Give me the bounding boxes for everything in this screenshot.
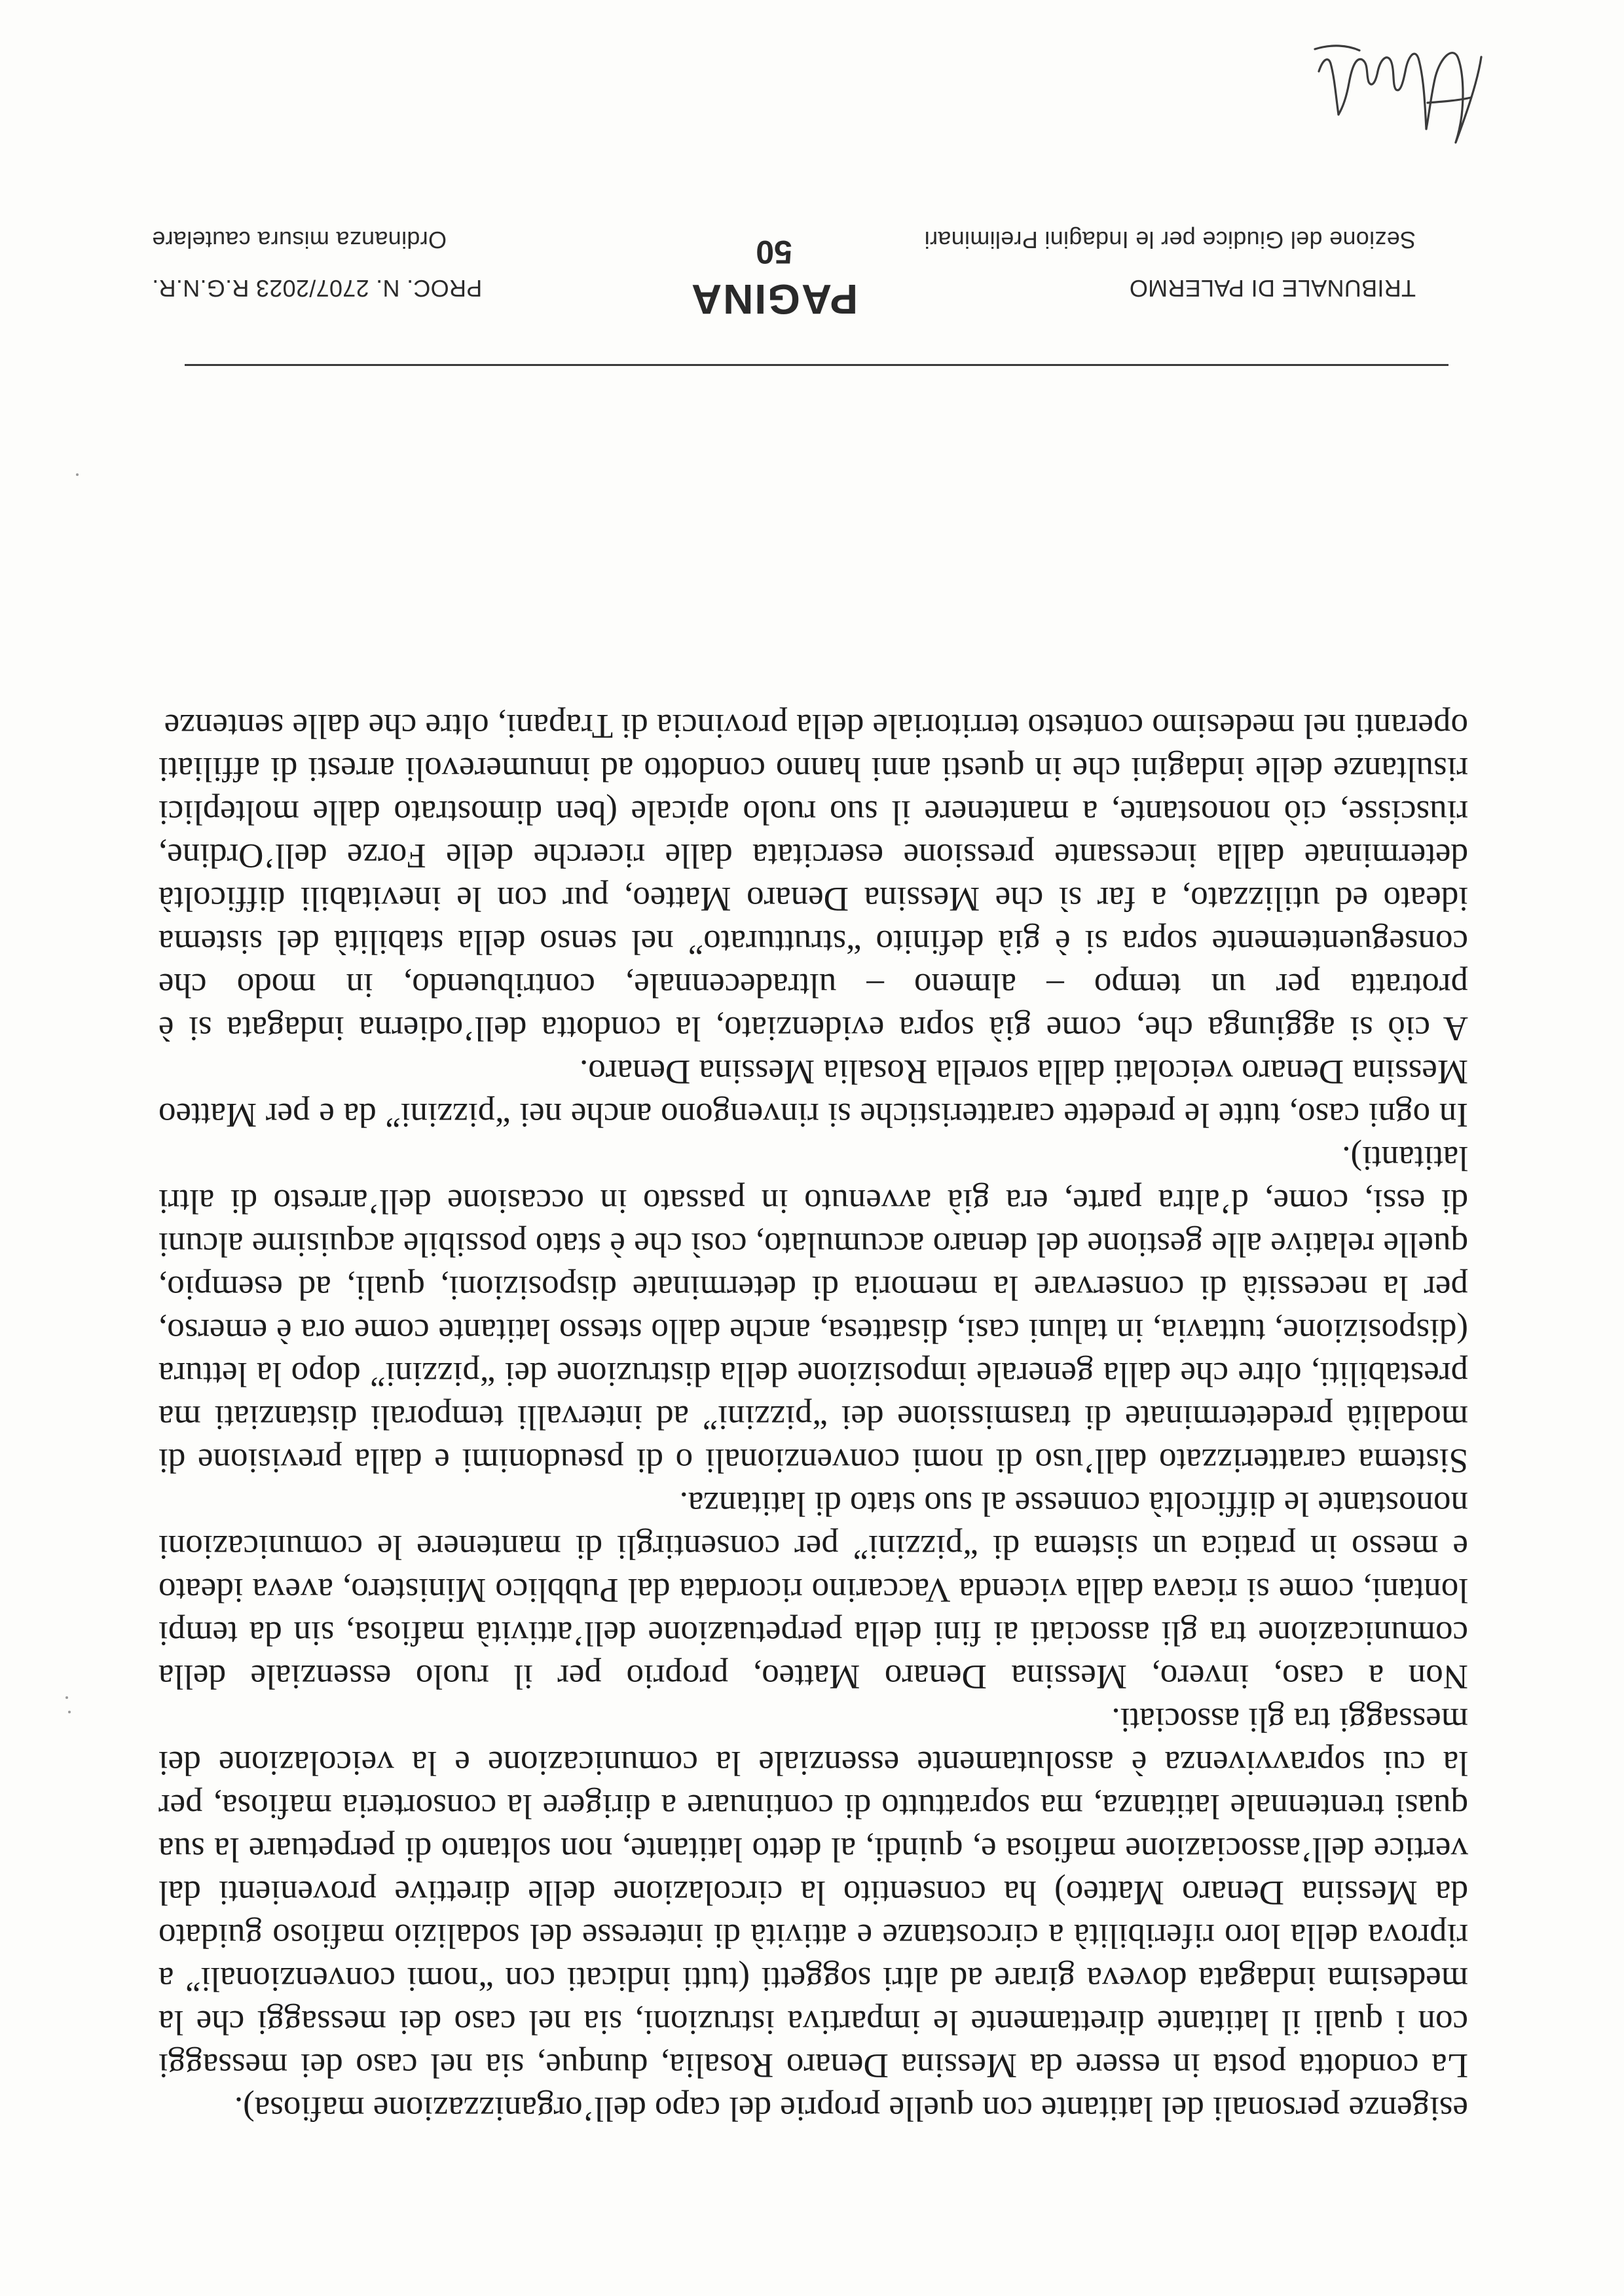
document-body xyxy=(158,704,1468,2130)
paragraph: In ogni caso, tutte le predette caratteristiche si rinvengono anche nei “pizzini” da e per Matteo Messina Denaro veicolati dalla sorella Rosalia Messina Denaro. xyxy=(158,1053,1468,1134)
pagina-label: PAGINA xyxy=(690,276,858,323)
proceeding-number: PROC. N. 2707/2023 R.G.N.R. xyxy=(152,275,483,302)
paragraph: Sistema caratterizzato dall’uso di nomi convenzionali o di pseudonimi e dalla previsione di modalità predeterminate di trasmissione dei “pizzini” ad intervalli temporali distanziati ma prestabiliti, oltre che dalla generale imposizione della distruzione dei “pizzini” dopo la lettura (disposizione, tuttavia, in taluni casi, disattesa, anche dallo stesso latitante come ora è emerso, per la necessità di conservare la memoria di determinate disposizioni, quali, ad esempio, quelle relative alle gestione del denaro accumulato, così che è stato possibile acquisirne alcuni di essi, come, d’altra parte, era già avvenuto in passato in occasione dell’arresto di altri latitanti). xyxy=(158,1139,1468,1480)
header-left xyxy=(918,215,1416,312)
header-center xyxy=(650,231,898,325)
court-section: Sezione del Giudice per le Indagini Preliminari xyxy=(924,227,1416,253)
paragraph: A ciò si aggiunga che, come già sopra evidenziato, la condotta dell’odierna indagata si è protratta per un tempo – almeno – ultradecennale, contribuendo, in modo che conseguentemente sopra si è già definito “strutturato” nel senso della stabilità del sistema ideato ed utilizzato, a far sì che Messina Denaro Matteo, pur con le inevitabili difficoltà determinate dalla incessante pressione esercitata dalle ricerche delle Forze dell’Ordine, riuscisse, ciò nonostante, a mantenere il suo ruolo apicale (ben dimostrato dalle molteplici risultanze delle indagini che in questi anni hanno condotto ad innumerevoli arresti di affiliati operanti nel medesimo contesto territoriale della provincia di Trapani, oltre che dalle sentenze xyxy=(158,707,1468,1048)
page-header xyxy=(152,201,1416,323)
court-name: TRIBUNALE DI PALERMO xyxy=(1129,275,1416,302)
scan-speck xyxy=(68,1711,71,1713)
page-number: 50 xyxy=(756,234,792,270)
handwritten-signature xyxy=(1303,31,1500,155)
paragraph: esigenze personali del latitante con quelle proprie del capo dell’organizzazione mafiosa). xyxy=(234,2090,1468,2128)
paragraph: La condotta posta in essere da Messina Denaro Rosalia, dunque, sia nel caso dei messaggi con i quali il latitante direttamente le impartiva istruzioni, sia nel caso dei messaggi che la medesima indagata doveva girare ad altri soggetti (tutti indicati con “nomi convenzionali” a riprova della loro riferibilità a circostanze e attività di interesse del sodalizio mafioso guidato da Messina Denaro Matteo) ha consentito la circolazione delle direttive provenienti dal vertice dell’associazione mafiosa e, quindi, al detto latitante, non soltanto di perpetuare la sua quasi trentennale latitanza, ma soprattutto di continuare a dirigere la consorteria mafiosa, per la cui sopravvivenza è assolutamente essenziale la comunicazione e la veicolazione dei messaggi tra gli associati. xyxy=(158,1701,1468,2085)
document-type: Ordinanza misura cautelare xyxy=(152,227,447,253)
paragraph: Non a caso, invero, Messina Denaro Matteo, proprio per il ruolo essenziale della comunicazione tra gli associati ai fini della perpetuazione dell’attività mafiosa, sin da tempi lontani, come si ricava dalla vicenda Vaccarino ricordata dal Pubblico Ministero, aveva ideato e messo in pratica un sistema di “pizzini” per consentirgli di mantenere le comunicazioni nonostante le difficoltà connesse al suo stato di latitanza. xyxy=(158,1485,1468,1696)
scan-speck xyxy=(65,1696,68,1699)
header-divider xyxy=(185,364,1449,366)
header-right xyxy=(152,215,610,312)
scan-speck xyxy=(76,473,79,476)
